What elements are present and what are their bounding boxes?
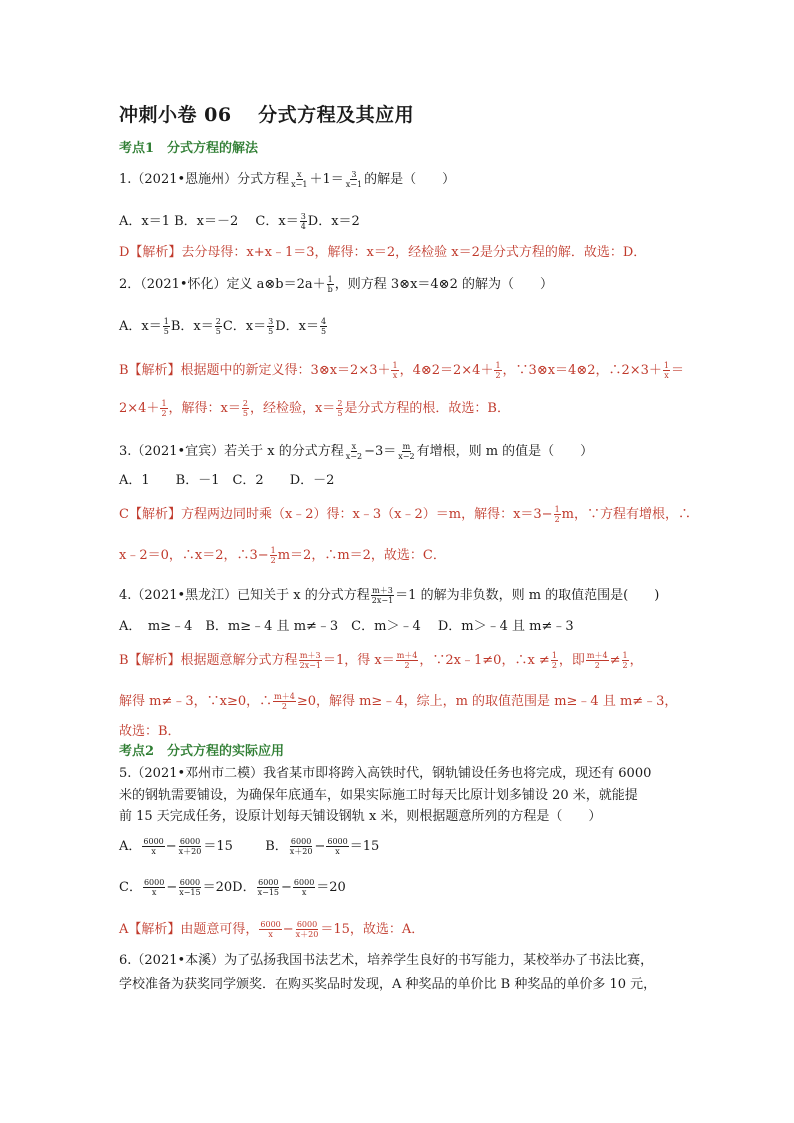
fraction: $\frac{m+4}{2}$ [274, 692, 295, 711]
fraction: $\frac{4}{5}$ [320, 317, 327, 336]
fraction: $\frac{6000}{x}$ [260, 920, 281, 939]
fraction: $\frac{m}{x-2}$ [398, 442, 415, 461]
question-5-options-cd: C． $\frac{6000}{x}$ − $\frac{6000}{x-15}$ ＝20D． $\frac{6000}{x-15}$ − $\frac{6000}{x}$ ＝20 [119, 878, 346, 897]
question-6-line-2: 学校准备为获奖同学颁奖．在购买奖品时发现，A 种奖品的单价比 B 种奖品的单价多 10 元， [119, 977, 657, 992]
section-heading-2: 考点2 分式方程的实际应用 [119, 744, 285, 759]
question-4-options: A． m≥﹣4 B．m≥﹣4 且 m≠﹣3 C．m＞﹣4 D．m＞﹣4 且 m≠﹣3 [119, 619, 574, 634]
fraction: $\frac{1}{2}$ [551, 651, 557, 670]
question-2-stem: 2．（2021•怀化）定义 a⊗b＝2a＋ $\frac{1}{b}$ ，则方程 3⊗x＝4⊗2 的解为（ ） [119, 275, 553, 294]
fraction: $\frac{2}{5}$ [337, 399, 343, 418]
page-title: 冲刺小卷 06 分式方程及其应用 [119, 104, 415, 126]
question-1-stem: 1.（2021•恩施州）分式方程 $\frac{x}{x-1}$ ＋1＝ $\frac{3}{x-1}$ 的解是（ ） [119, 170, 456, 189]
question-5-line-3: 前 15 天完成任务，设原计划每天铺设钢轨 x 米，则根据题意所列的方程是（ ） [119, 809, 602, 824]
fraction: $\frac{x}{x-1}$ [291, 170, 308, 189]
fraction: $\frac{3}{x-1}$ [345, 170, 363, 189]
fraction: $\frac{1}{2}$ [622, 651, 628, 670]
question-5-options-ab: A． $\frac{6000}{x}$ − $\frac{6000}{x+20}$ ＝15 B． $\frac{6000}{x+20}$ − $\frac{6000}{x}$ ＝15 [119, 837, 380, 856]
fraction: $\frac{m+3}{2x-1}$ [299, 651, 321, 670]
fraction: $\frac{6000}{x+20}$ [289, 837, 313, 856]
answer-3-line-1: C【解析】方程两边同时乘（x﹣2）得：x﹣3（x﹣2）＝m，解得：x＝3− $\frac{1}{2}$ m，∵方程有增根，∴ [119, 505, 691, 524]
fraction: $\frac{1}{5}$ [163, 317, 169, 336]
fraction: $\frac{1}{b}$ [327, 275, 333, 294]
answer-5: A【解析】由题意可得， $\frac{6000}{x}$ − $\frac{6000}{x+20}$ ＝15，故选：A． [119, 920, 425, 939]
fraction: $\frac{6000}{x+20}$ [295, 920, 319, 939]
fraction: $\frac{3}{4}$ [300, 212, 306, 231]
fraction: $\frac{m+4}{2}$ [586, 651, 608, 670]
fraction: $\frac{6000}{x}$ [327, 837, 348, 856]
fraction: $\frac{2}{5}$ [242, 399, 248, 418]
question-5-line-2: 米的钢轨需要铺设，为确保年底通车，如果实际施工时每天比原计划多铺设 20 米，就能提 [119, 788, 638, 803]
question-2-options: A．x＝ $\frac{1}{5}$ B．x＝ $\frac{2}{5}$ C．x＝ $\frac{3}{5}$ D．x＝ $\frac{4}{5}$ [119, 317, 327, 336]
question-6-line-1: 6.（2021•本溪）为了弘扬我国书法艺术，培养学生良好的书写能力，某校举办了书法比赛， [119, 953, 654, 968]
fraction: $\frac{1}{2}$ [554, 505, 560, 524]
fraction: $\frac{1}{x}$ [663, 361, 670, 380]
fraction: $\frac{6000}{x}$ [143, 878, 165, 897]
fraction: $\frac{1}{2}$ [495, 361, 501, 380]
fraction: $\frac{3}{5}$ [268, 317, 274, 336]
fraction: $\frac{6000}{x+20}$ [178, 837, 202, 856]
answer-4-line-2: 解得 m≠﹣3，∵x≥0，∴ $\frac{m+4}{2}$ ≥0，解得 m≥﹣4，综上，m 的取值范围是 m≥﹣4 且 m≠﹣3， [119, 692, 678, 711]
fraction: $\frac{6000}{x-15}$ [257, 878, 280, 897]
answer-3-line-2: x﹣2＝0，∴x＝2，∴3− $\frac{1}{2}$ m＝2，∴m＝2，故选：C． [119, 546, 446, 565]
question-3-stem: 3.（2021•宜宾）若关于 x 的分式方程 $\frac{x}{x-2}$ −3＝ $\frac{m}{x-2}$ 有增根，则 m 的值是（ ） [119, 442, 594, 461]
answer-2-line-1: B【解析】根据题中的新定义得：3⊗x＝2×3＋ $\frac{1}{x}$ ，4⊗2＝2×4＋ $\frac{1}{2}$ ，∵3⊗x＝4⊗2，∴2×3＋ $\frac{1}{x}$ ＝ [119, 361, 685, 380]
question-5-line-1: 5.（2021•邓州市二模）我省某市即将跨入高铁时代，钢轨铺设任务也将完成，现还有 6000 [119, 766, 652, 781]
answer-1: D【解析】去分母得：x+x﹣1＝3，解得：x＝2，经检验 x＝2是分式方程的解．故选：D． [119, 245, 647, 260]
fraction: $\frac{1}{2}$ [270, 546, 276, 565]
question-4-stem: 4.（2021•黑龙江）已知关于 x 的分式方程 $\frac{m+3}{2x-1}$ ＝1 的解为非负数，则 m 的取值范围是( ) [119, 586, 660, 605]
question-3-options: A．1 B．－1 C．2 D．－2 [119, 473, 335, 488]
fraction: $\frac{6000}{x}$ [143, 837, 164, 856]
fraction: $\frac{2}{5}$ [215, 317, 221, 336]
answer-2-line-2: 2×4＋ $\frac{1}{2}$ ，解得：x＝ $\frac{2}{5}$ ，经检验，x＝ $\frac{2}{5}$ 是分式方程的根．故选：B． [119, 399, 510, 418]
fraction: $\frac{1}{x}$ [392, 361, 398, 380]
answer-4-line-1: B【解析】根据题意解分式方程 $\frac{m+3}{2x-1}$ ＝1，得 x＝ $\frac{m+4}{2}$ ，∵2x﹣1≠0，∴x ≠ $\frac{1}{2}$ ，即 $\frac{m+4}{2}$ ≠ $\frac{1}{2}$ ， [119, 651, 643, 670]
fraction: $\frac{m+3}{2x-1}$ [371, 586, 394, 605]
fraction: $\frac{6000}{x-15}$ [179, 878, 201, 897]
question-1-options: A．x＝1 B．x＝－2 C．x＝ $\frac{3}{4}$ D．x＝2 [119, 212, 360, 231]
fraction: $\frac{x}{x-2}$ [345, 442, 363, 461]
section-heading-1: 考点1 分式方程的解法 [119, 141, 259, 156]
fraction: $\frac{m+4}{2}$ [396, 651, 418, 670]
fraction: $\frac{6000}{x}$ [293, 878, 315, 897]
answer-4-line-3: 故选：B． [119, 724, 181, 739]
fraction: $\frac{1}{2}$ [161, 399, 167, 418]
